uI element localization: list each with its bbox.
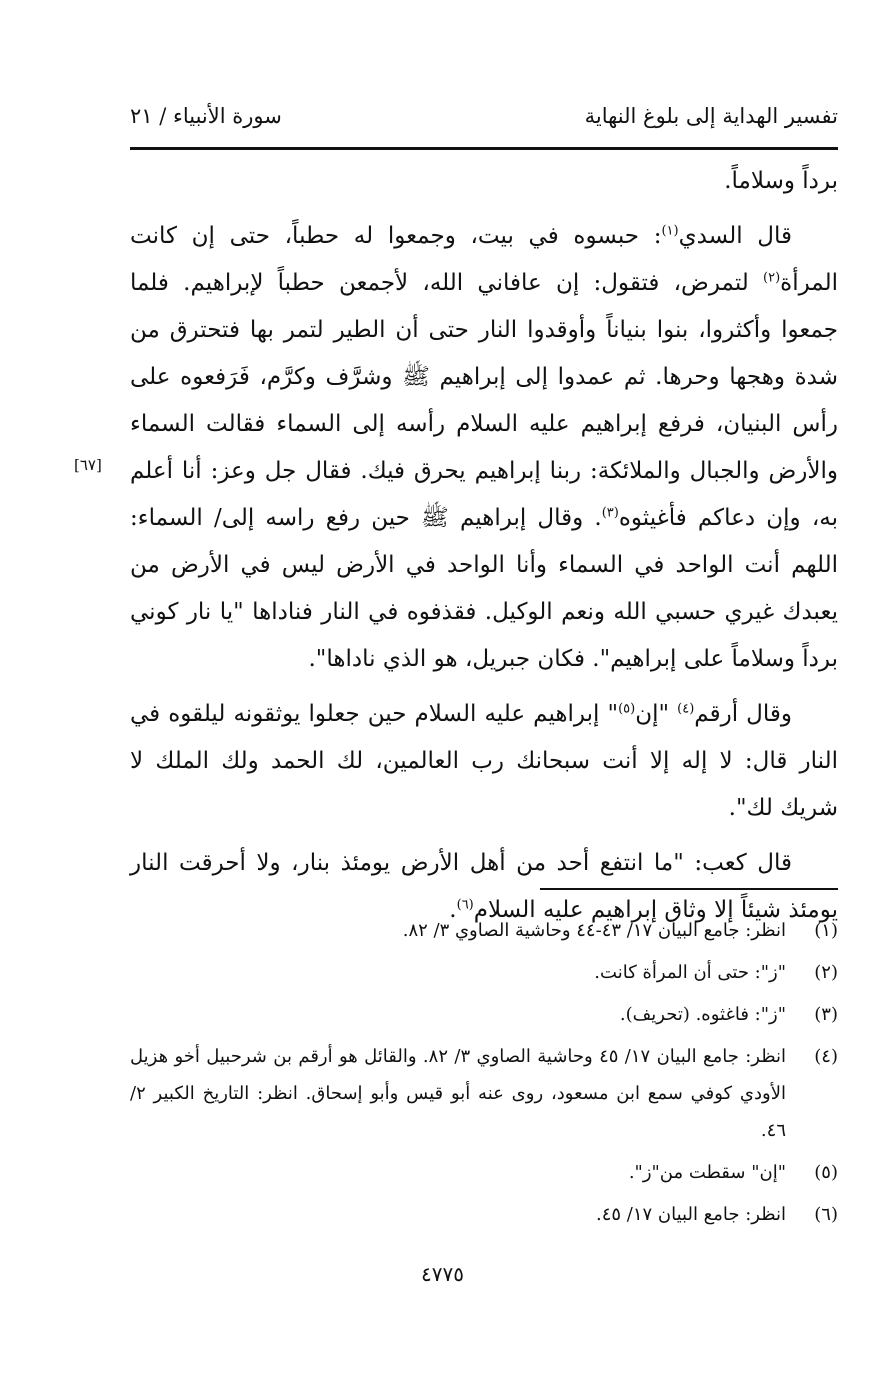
p3-part-a: وقال أرقم xyxy=(694,701,792,727)
p3-part-c: " إبراهيم عليه السلام حين جعلوا يوثقونه ليلقوه في النار قال: لا إله إلا أنت سبحانك رب العالمين، لك الحمد ولك الملك لا شريك لك". xyxy=(130,701,838,821)
surah-label: سورة الأنبياء / ٢١ xyxy=(130,104,282,128)
footnote-item xyxy=(130,1154,838,1191)
footnote-ref-5: (٥) xyxy=(618,701,636,717)
footnote-text: "ز": حتى أن المرأة كانت. xyxy=(594,962,786,983)
footnote-ref-1: (١) xyxy=(661,223,679,239)
paragraph-1 xyxy=(130,158,838,205)
paragraph-2 xyxy=(130,213,838,683)
footnote-item xyxy=(130,912,838,949)
footnote-item xyxy=(130,1196,838,1233)
footnote-number: (١) xyxy=(814,920,838,941)
footnote-divider xyxy=(540,888,838,890)
p4-part-b: . xyxy=(449,897,457,923)
p3-part-b: "إن xyxy=(635,701,678,727)
header-divider xyxy=(130,147,838,150)
footnote-item xyxy=(130,996,838,1033)
footnote-ref-4: (٤) xyxy=(677,701,695,717)
footnotes xyxy=(130,912,838,1238)
footnote-text: انظر: جامع البيان ١٧/ ٤٥. xyxy=(595,1204,786,1225)
footnote-number: (٢) xyxy=(814,962,838,983)
footnote-number: (٤) xyxy=(814,1046,838,1067)
p4-part-a: قال كعب: "ما انتفع أحد من أهل الأرض يومئذ بنار، ولا أحرقت النار يومئذ شيئاً إلا وثاق إبراهيم عليه السلام xyxy=(130,850,838,923)
footnote-text: "إن" سقطت من"ز". xyxy=(628,1162,786,1183)
footnote-ref-6: (٦) xyxy=(456,897,474,913)
main-text xyxy=(130,158,838,942)
p2-part-b: : حبسوه في بيت، وجمعوا له حطباً، حتى إن كانت المرأة xyxy=(130,223,838,296)
page-number: ٤٧٧٥ xyxy=(421,1262,464,1286)
p2-part-c: لتمرض، فتقول: إن عافاني الله، لأجمعن حطباً لإبراهيم. فلما جمعوا وأكثروا، بنوا بنياناً وأوقدوا النار حتى أن الطير لتمر بها فتحترق من شدة وهجها وحرها. ثم عمدوا إلى إبراهيم ﷺ وشرَّف وكرَّم، فَرَفعوه على رأس البنيان، فرفع إبراهيم عليه السلام رأسه إلى السماء فقالت السماء والأرض والجبال والملائكة: ربنا إبراهيم يحرق فيك. فقال جل وعز: أنا أعلم به، وإن دعاكم فأغيثوه xyxy=(130,270,838,531)
footnote-number: (٥) xyxy=(814,1162,838,1183)
paragraph-1-text: برداً وسلاماً. xyxy=(724,168,838,194)
footnote-text: "ز": فاغثوه. (تحريف). xyxy=(619,1004,786,1025)
p2-part-a: قال السدي xyxy=(678,223,793,249)
footnote-ref-3: (٣) xyxy=(601,505,619,521)
p2-part-d: . وقال إبراهيم ﷺ حين رفع راسه إلى/ السماء: اللهم أنت الواحد في السماء وأنا الواحد في الأرض ليس في الأرض من يعبدك غيري حسبي الله ونعم الوكيل. فقذفوه في النار فناداها "يا نار كوني برداً وسلاماً على إبراهيم". فكان جبريل، هو الذي ناداها". xyxy=(130,505,838,672)
footnote-ref-2: (٢) xyxy=(763,270,781,286)
paragraph-3 xyxy=(130,691,838,832)
footnote-text: انظر: جامع البيان ١٧/ ٤٥ وحاشية الصاوي ٣/ ٨٢. والقائل هو أرقم بن شرحبيل أخو هزيل الأودي كوفي سمع ابن مسعود، روى عنه أبو قيس وأبو إسحاق. انظر: التاريخ الكبير ٢/ ٤٦. xyxy=(130,1046,786,1141)
footnote-number: (٣) xyxy=(814,1004,838,1025)
manuscript-folio-marker: [٦٧] xyxy=(74,456,102,474)
footnote-number: (٦) xyxy=(814,1204,838,1225)
footnote-text: انظر: جامع البيان ١٧/ ٤٣-٤٤ وحاشية الصاوي ٣/ ٨٢. xyxy=(402,920,786,941)
running-header xyxy=(130,100,838,144)
book-title: تفسير الهداية إلى بلوغ النهاية xyxy=(584,104,838,128)
footnote-item xyxy=(130,1038,838,1149)
footnote-item xyxy=(130,954,838,991)
